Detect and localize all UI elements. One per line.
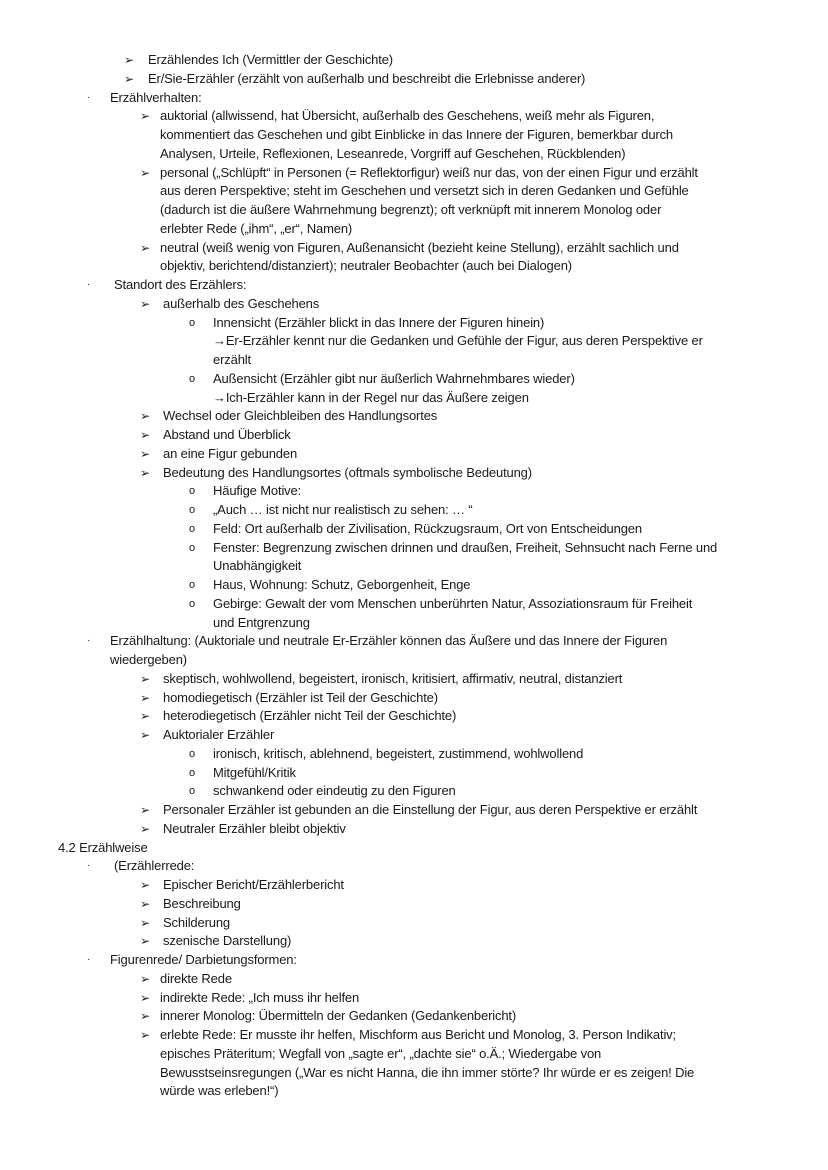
list-item <box>0 726 828 745</box>
list-item-text-line: erlebter Rede („ihm“, „er“, Namen) <box>160 220 353 236</box>
list-item-text-line: Gebirge: Gewalt der vom Menschen unberührten Natur, Assoziationsraum für Freiheit <box>213 595 693 611</box>
list-item <box>0 70 828 89</box>
list-item <box>0 764 828 783</box>
list-item-text-line: Abstand und Überblick <box>163 427 291 442</box>
list-item-text-line: Mitgefühl/Kritik <box>213 764 296 780</box>
arrow-bullet-icon: ➢ <box>140 165 150 180</box>
list-item-text-line: Schilderung <box>163 914 231 930</box>
circle-bullet-icon: o <box>189 316 195 329</box>
arrow-bullet-icon: ➢ <box>140 296 150 311</box>
circle-bullet-icon: o <box>189 747 195 760</box>
list-item-text-line: direkte Rede <box>160 970 232 986</box>
circle-bullet-icon: o <box>189 579 195 591</box>
arrow-bullet-icon: ➢ <box>140 803 150 817</box>
list-item-text-line: (Erzählerrede: <box>114 858 195 874</box>
list-item <box>0 876 828 895</box>
list-item <box>0 520 828 539</box>
list-item <box>0 239 828 277</box>
list-item <box>0 857 828 876</box>
list-item-text-line: Erzählendes Ich (Vermittler der Geschichte) <box>148 52 393 67</box>
dot-bullet-icon: · <box>87 635 91 647</box>
list-item <box>0 314 828 333</box>
list-item <box>0 782 828 801</box>
list-item <box>0 951 828 970</box>
list-item <box>0 501 828 520</box>
arrow-bullet-icon: ➢ <box>140 971 150 986</box>
dot-bullet-icon: · <box>87 860 91 872</box>
list-item-text-line: homodiegetisch (Erzähler ist Teil der Geschichte) <box>163 689 438 705</box>
circle-bullet-icon: o <box>189 485 195 498</box>
arrow-bullet-icon: ➢ <box>140 446 150 461</box>
list-item-text-line: objektiv, berichtend/distanziert); neutraler Beobachter (auch bei Dialogen) <box>160 258 572 274</box>
list-item <box>0 970 828 989</box>
list-item <box>0 1007 828 1026</box>
list-item-text-line: Wechsel oder Gleichbleiben des Handlungsortes <box>163 408 438 424</box>
arrow-bullet-icon: ➢ <box>140 690 150 705</box>
list-item-text-line: ironisch, kritisch, ablehnend, begeistert, zustimmend, wohlwollend <box>213 745 584 761</box>
arrow-bullet-icon: ➢ <box>140 709 150 724</box>
list-item <box>0 332 828 370</box>
arrow-bullet-icon: ➢ <box>124 53 134 67</box>
list-item-text-line: Auktorialer Erzähler <box>163 727 275 742</box>
list-item <box>0 164 828 239</box>
dot-bullet-icon: · <box>87 91 91 103</box>
list-item-text-line: Er/Sie-Erzähler (erzählt von außerhalb und beschreibt die Erlebnisse anderer) <box>148 70 586 86</box>
circle-bullet-icon: o <box>189 372 195 385</box>
arrow-bullet-icon: ➢ <box>140 1028 150 1042</box>
list-item-text-line: schwankend oder eindeutig zu den Figuren <box>213 783 456 799</box>
list-item-text-line: indirekte Rede: „Ich muss ihr helfen <box>160 989 360 1005</box>
list-item <box>0 689 828 708</box>
list-item-text-line: personal („Schlüpft“ in Personen (= Reflektorfigur) weiß nur das, von der einen Figur und erzählt <box>160 164 698 180</box>
list-item <box>0 576 828 595</box>
dot-bullet-icon: · <box>87 279 91 290</box>
arrow-bullet-icon: ➢ <box>140 671 150 686</box>
list-item-text-line: Haus, Wohnung: Schutz, Geborgenheit, Enge <box>213 577 471 592</box>
list-item <box>0 707 828 726</box>
list-item-text-line: Figurenrede/ Darbietungsformen: <box>110 952 297 967</box>
list-item-text-line: szenische Darstellung) <box>163 933 292 949</box>
list-item-text-line: →Er-Erzähler kennt nur die Gedanken und Gefühle der Figur, aus deren Perspektive er <box>213 333 703 349</box>
list-item <box>0 895 828 914</box>
list-item-text-line: heterodiegetisch (Erzähler nicht Teil der Geschichte) <box>163 708 457 724</box>
list-item-text-line: Neutraler Erzähler bleibt objektiv <box>163 820 346 836</box>
section-heading <box>0 839 828 858</box>
arrow-bullet-icon: ➢ <box>140 934 150 949</box>
list-item-text-line: wiedergeben) <box>110 652 187 667</box>
list-item-text-line: Innensicht (Erzähler blickt in das Innere der Figuren hinein) <box>213 314 545 330</box>
arrow-bullet-icon: ➢ <box>140 1009 150 1024</box>
list-item <box>0 801 828 820</box>
circle-bullet-icon: o <box>189 597 195 610</box>
list-item-text-line: „Auch … ist nicht nur realistisch zu sehen: … “ <box>213 502 473 517</box>
list-item-text-line: erzählt <box>213 352 251 367</box>
arrow-bullet-icon: ➢ <box>140 915 150 930</box>
circle-bullet-icon: o <box>189 541 195 554</box>
list-item <box>0 632 828 670</box>
list-item-text-line: würde was erleben!“) <box>160 1083 279 1099</box>
list-item-text-line: und Entgrenzung <box>213 614 310 630</box>
list-item-text-line: aus deren Perspektive; steht im Geschehen und versetzt sich in deren Gedanken und Gefühle <box>160 183 689 199</box>
list-item-text-line: Erzählverhalten: <box>110 89 202 105</box>
circle-bullet-icon: o <box>189 766 195 779</box>
list-item <box>0 389 828 408</box>
list-item-text-line: 4.2 Erzählweise <box>58 839 148 855</box>
list-item-text-line: episches Präteritum; Wegfall von „sagte er“, „dachte sie“ o.Ä.; Wiedergabe von <box>160 1045 602 1061</box>
list-item <box>0 482 828 501</box>
list-item-text-line: an eine Figur gebunden <box>163 445 298 461</box>
list-item <box>0 51 828 70</box>
arrow-bullet-icon: ➢ <box>140 728 150 742</box>
list-item <box>0 445 828 464</box>
list-item-text-line: →Ich-Erzähler kann in der Regel nur das Äußere zeigen <box>213 389 529 405</box>
list-item <box>0 426 828 445</box>
list-item-text-line: Unabhängigkeit <box>213 558 302 574</box>
list-item-text-line: Außensicht (Erzähler gibt nur äußerlich Wahrnehmbares wieder) <box>213 370 575 386</box>
list-item-text-line: (dadurch ist die äußere Wahrnehmung begrenzt); oft verknüpft mit innerem Monolog oder <box>160 202 662 217</box>
arrow-bullet-icon: ➢ <box>140 990 150 1005</box>
list-item-text-line: Erzählhaltung: (Auktoriale und neutrale Er-Erzähler können das Äußere und das Innere der Figuren <box>110 633 668 649</box>
list-item-text-line: Feld: Ort außerhalb der Zivilisation, Rückzugsraum, Ort von Entscheidungen <box>213 520 642 536</box>
list-item <box>0 370 828 389</box>
arrow-bullet-icon: ➢ <box>124 71 134 86</box>
arrow-bullet-icon: ➢ <box>140 428 150 442</box>
arrow-bullet-icon: ➢ <box>140 465 150 480</box>
list-item-text-line: Personaler Erzähler ist gebunden an die Einstellung der Figur, aus deren Perspektive er erzählt <box>163 802 698 817</box>
list-item-text-line: kommentiert das Geschehen und gibt Einblicke in das Innere der Figuren, bemerkbar durch <box>160 127 674 142</box>
list-item-text-line: Bewusstseinsregungen („War es nicht Hanna, die ihn immer störte? Ihr würde er es zeigen! Die <box>160 1064 695 1080</box>
circle-bullet-icon: o <box>189 785 195 798</box>
dot-bullet-icon: · <box>87 954 91 965</box>
circle-bullet-icon: o <box>189 522 195 535</box>
list-item-text-line: Standort des Erzählers: <box>114 277 247 292</box>
list-item <box>0 107 828 163</box>
list-item-text-line: skeptisch, wohlwollend, begeistert, ironisch, kritisiert, affirmativ, neutral, distanziert <box>163 670 623 686</box>
list-item <box>0 464 828 483</box>
list-item <box>0 407 828 426</box>
arrow-bullet-icon: ➢ <box>140 878 150 892</box>
list-item-text-line: außerhalb des Geschehens <box>163 295 320 311</box>
list-item <box>0 295 828 314</box>
list-item-text-line: Epischer Bericht/Erzählerbericht <box>163 877 344 892</box>
list-item <box>0 932 828 951</box>
list-item <box>0 989 828 1008</box>
arrow-bullet-icon: ➢ <box>140 896 150 911</box>
list-item-text-line: innerer Monolog: Übermitteln der Gedanken (Gedankenbericht) <box>160 1008 517 1024</box>
list-item <box>0 539 828 577</box>
document-page <box>0 51 828 1101</box>
list-item-text-line: auktorial (allwissend, hat Übersicht, außerhalb des Geschehens, weiß mehr als Figuren, <box>160 108 655 124</box>
arrow-bullet-icon: ➢ <box>140 109 150 124</box>
list-item-text-line: neutral (weiß wenig von Figuren, Außenansicht (bezieht keine Stellung), erzählt sachlich und <box>160 239 679 255</box>
list-item-text-line: Häufige Motive: <box>213 483 302 499</box>
circle-bullet-icon: o <box>189 504 195 516</box>
arrow-bullet-icon: ➢ <box>140 821 150 836</box>
list-item <box>0 745 828 764</box>
list-item <box>0 914 828 933</box>
list-item-text-line: Fenster: Begrenzung zwischen drinnen und draußen, Freiheit, Sehnsucht nach Ferne und <box>213 539 718 555</box>
list-item <box>0 89 828 108</box>
list-item <box>0 1026 828 1101</box>
arrow-bullet-icon: ➢ <box>140 240 150 255</box>
list-item <box>0 595 828 633</box>
list-item <box>0 820 828 839</box>
list-item-text-line: Analysen, Urteile, Reflexionen, Leseanrede, Vorgriff auf Geschehen, Rückblenden) <box>160 145 626 161</box>
list-item-text-line: Bedeutung des Handlungsortes (oftmals symbolische Bedeutung) <box>163 464 532 480</box>
list-item-text-line: erlebte Rede: Er musste ihr helfen, Mischform aus Bericht und Monolog, 3. Person Indikativ; <box>160 1027 676 1042</box>
list-item-text-line: Beschreibung <box>163 895 241 911</box>
arrow-bullet-icon: ➢ <box>140 409 150 424</box>
list-item <box>0 276 828 295</box>
list-item <box>0 670 828 689</box>
